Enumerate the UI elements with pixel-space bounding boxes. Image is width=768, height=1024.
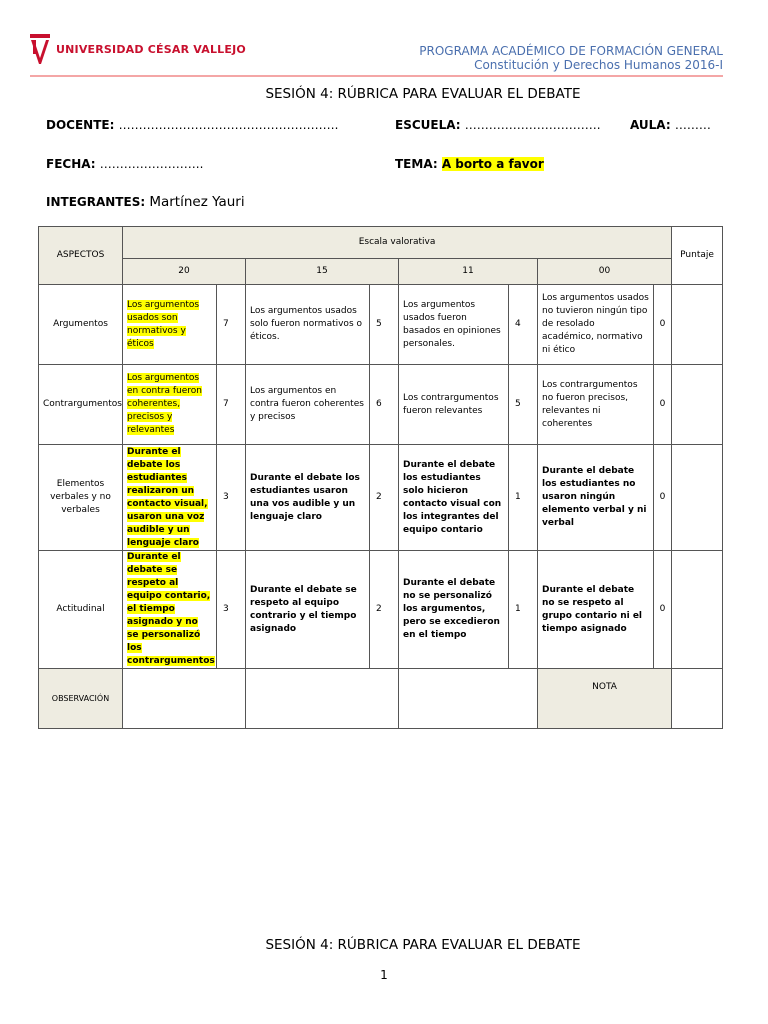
fecha-value: …………………….. — [99, 157, 204, 171]
observacion-cell[interactable] — [399, 669, 538, 729]
ucv-shield-icon — [30, 34, 50, 64]
puntaje-header: Puntaje — [672, 227, 723, 285]
puntaje-cell[interactable] — [672, 551, 723, 669]
aspect-label: Argumentos — [39, 285, 123, 365]
score-cell: 3 — [217, 445, 246, 551]
criterion-text: Los argumentos en contra fueron coherentes y precisos — [246, 365, 370, 445]
puntaje-cell[interactable] — [672, 285, 723, 365]
observacion-row — [39, 669, 723, 729]
criterion-text: Los argumentos usados solo fueron normativos o éticos. — [246, 285, 370, 365]
criterion-text: Durante el debate los estudiantes usaron una vos audible y un lenguaje claro — [246, 445, 370, 551]
observacion-cell[interactable] — [246, 669, 399, 729]
score-cell: 6 — [370, 365, 399, 445]
rubric-table — [38, 226, 723, 729]
escuela-value: ……………………………. — [464, 118, 601, 132]
score-cell: 0 — [654, 551, 672, 669]
fecha-field — [46, 157, 203, 171]
escuela-label: ESCUELA: — [395, 118, 461, 132]
criterion-text: Los argumentos usados son normativos y éticos — [127, 299, 200, 349]
table-row — [39, 285, 723, 365]
tema-value: A borto a favor — [441, 157, 544, 171]
escuela-field — [395, 118, 601, 132]
puntaje-cell[interactable] — [672, 445, 723, 551]
observacion-cell[interactable] — [123, 669, 246, 729]
criterion-cell — [123, 551, 217, 669]
score-cell: 4 — [509, 285, 538, 365]
criterion-text: Los argumentos usados no tuvieron ningún tipo de resolado académico, normativo ni ético — [538, 285, 654, 365]
level-11: 11 — [399, 259, 538, 285]
aspect-label: Actitudinal — [39, 551, 123, 669]
integrantes-label: INTEGRANTES: — [46, 195, 146, 209]
tema-field — [395, 157, 544, 171]
score-cell: 0 — [654, 285, 672, 365]
score-cell: 7 — [217, 365, 246, 445]
escala-header: Escala valorativa — [123, 227, 672, 259]
aula-field — [630, 118, 711, 132]
page-title: SESIÓN 4: RÚBRICA PARA EVALUAR EL DEBATE — [265, 86, 581, 102]
table-row — [39, 551, 723, 669]
course-name: Constitución y Derechos Humanos 2016-I — [474, 58, 723, 72]
university-logo — [30, 34, 246, 64]
aspectos-header: ASPECTOS — [39, 227, 123, 285]
criterion-text: Durante el debate se respeto al equipo contrario y el tiempo asignado — [246, 551, 370, 669]
criterion-text: Los contrargumentos fueron relevantes — [399, 365, 509, 445]
criterion-cell — [123, 285, 217, 365]
score-cell: 5 — [509, 365, 538, 445]
criterion-text: Durante el debate no se personalizó los argumentos, pero se excedieron en el tiempo — [399, 551, 509, 669]
fecha-label: FECHA: — [46, 157, 96, 171]
criterion-text: Durante el debate los estudiantes solo hicieron contacto visual con los integrantes del equipo contario — [399, 445, 509, 551]
observacion-label: OBSERVACIÓN — [39, 669, 123, 729]
nota-label: NOTA — [538, 669, 672, 729]
header-divider — [30, 75, 723, 77]
criterion-text: Durante el debate los estudiantes realizaron un contacto visual, usaron una voz audible y un lenguaje claro — [127, 446, 208, 548]
docente-value: ………………………………………………. — [118, 118, 339, 132]
table-row — [39, 365, 723, 445]
integrantes-value: Martínez Yauri — [149, 194, 245, 210]
integrantes-field — [46, 194, 245, 210]
aspect-label: Elementos verbales y no verbales — [39, 445, 123, 551]
footer-title: SESIÓN 4: RÚBRICA PARA EVALUAR EL DEBATE — [265, 937, 581, 953]
puntaje-cell[interactable] — [672, 365, 723, 445]
aula-value: ……… — [674, 118, 711, 132]
page-number: 1 — [380, 968, 388, 982]
score-cell: 2 — [370, 445, 399, 551]
level-20: 20 — [123, 259, 246, 285]
criterion-text: Los argumentos usados fueron basados en opiniones personales. — [399, 285, 509, 365]
score-cell: 1 — [509, 445, 538, 551]
table-row — [39, 445, 723, 551]
docente-label: DOCENTE: — [46, 118, 115, 132]
score-cell: 7 — [217, 285, 246, 365]
score-cell: 0 — [654, 445, 672, 551]
docente-field — [46, 118, 338, 132]
score-cell: 3 — [217, 551, 246, 669]
logo-text: UNIVERSIDAD CÉSAR VALLEJO — [56, 42, 246, 56]
score-cell: 2 — [370, 551, 399, 669]
criterion-text: Durante el debate los estudiantes no usaron ningún elemento verbal y ni verbal — [538, 445, 654, 551]
criterion-text: Durante el debate se respeto al equipo contario, el tiempo asignado y no se personalizó los contrargumentos — [127, 552, 215, 666]
tema-label: TEMA: — [395, 157, 438, 171]
aula-label: AULA: — [630, 118, 671, 132]
score-cell: 0 — [654, 365, 672, 445]
aspect-label: Contrargumentos — [39, 365, 123, 445]
criterion-text: Los argumentos en contra fueron coherentes, precisos y relevantes — [127, 373, 202, 435]
score-cell: 1 — [509, 551, 538, 669]
criterion-text: Durante el debate no se respeto al grupo contario ni el tiempo asignado — [538, 551, 654, 669]
criterion-text: Los contrargumentos no fueron precisos, relevantes ni coherentes — [538, 365, 654, 445]
criterion-cell — [123, 365, 217, 445]
level-15: 15 — [246, 259, 399, 285]
header-program-info — [419, 44, 723, 72]
score-cell: 5 — [370, 285, 399, 365]
level-00: 00 — [538, 259, 672, 285]
criterion-cell — [123, 445, 217, 551]
nota-value-cell[interactable] — [672, 669, 723, 729]
program-name: PROGRAMA ACADÉMICO DE FORMACIÓN GENERAL — [419, 44, 723, 58]
